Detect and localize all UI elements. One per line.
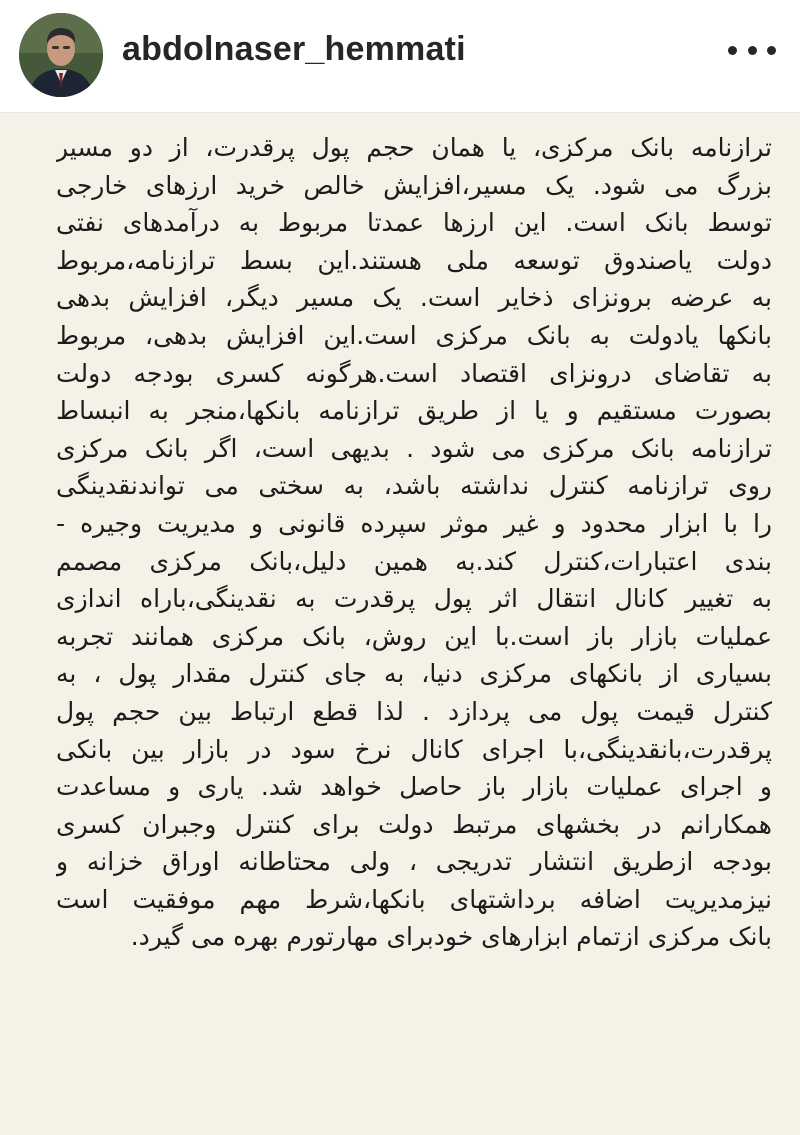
text-line: ترازنامه بانک مرکزی، یا همان حجم پول پرقدرت، از دو مسیر — [56, 133, 772, 162]
text-line: بسیاری از بانکهای مرکزی دنیا، به جای کنترل مقدار پول ، به — [56, 659, 772, 689]
text-line: ترازنامه بانک مرکزی می شود . بدیهی است، اگر بانک مرکزی — [56, 433, 772, 463]
text-line: به عرضه برونزای ذخایر است. یک مسیر دیگر، افزایش بدهی — [56, 283, 772, 313]
text-line: همکارانم در بخشهای مرتبط دولت برای کنترل وجبران کسری — [56, 809, 772, 839]
text-line: بانک مرکزی ازتمام ابزارهای خودبرای مهارتورم بهره می گیرد. — [130, 922, 772, 952]
post-image — [0, 113, 800, 1135]
dot-icon — [767, 46, 776, 55]
text-line: بودجه ازطریق انتشار تدریجی ، ولی محتاطانه اوراق خزانه و — [56, 847, 772, 877]
text-line: عملیات بازار باز است.با این روش، بانک مرکزی همانند تجربه — [56, 621, 772, 651]
dot-icon — [728, 46, 737, 55]
text-line: بانکها یادولت به بانک مرکزی است.این افزایش بدهی، مربوط — [56, 320, 772, 350]
text-line: را با ابزار محدود و غیر موثر سپرده قانونی و مدیریت وجیره - — [56, 508, 772, 538]
more-options-icon[interactable] — [728, 40, 776, 60]
text-line: بصورت مستقیم و یا از طریق ترازنامه بانکها،منجر به انبساط — [56, 396, 772, 426]
text-line: توسط بانک است. این ارزها عمدتا مربوط به درآمدهای نفتی — [56, 208, 772, 238]
avatar[interactable] — [19, 13, 103, 97]
text-line: دولت یاصندوق توسعه ملی هستند.این بسط ترازنامه،مربوط — [56, 245, 772, 275]
post-header — [0, 0, 800, 113]
text-line: روی ترازنامه کنترل نداشته باشد، به سختی می تواندنقدینگی — [56, 471, 772, 501]
text-line: پرقدرت،بانقدینگی،با اجرای کانال نرخ سود در بازار بین بانکی — [56, 734, 772, 764]
text-line: بزرگ می شود. یک مسیر،افزایش خالص خرید ارزهای خارجی — [56, 170, 772, 200]
text-line: به تغییر کانال انتقال اثر پول پرقدرت به نقدینگی،باراه اندازی — [56, 584, 772, 614]
text-line: و اجرای عملیات بازار باز حاصل خواهد شد. یاری و مساعدت — [56, 772, 772, 802]
text-line: به تقاضای درونزای اقتصاد است.هرگونه کسری بودجه دولت — [56, 358, 772, 388]
post-text — [56, 129, 772, 956]
text-line: بندی اعتبارات،کنترل کند.به همین دلیل،بانک مرکزی مصمم — [56, 546, 772, 576]
profile-photo-icon — [19, 13, 103, 97]
username[interactable]: abdolnaser_hemmati — [122, 30, 466, 68]
text-line: نیزمدیریت اضافه برداشتهای بانکها،شرط مهم موفقیت است — [56, 884, 772, 914]
dot-icon — [748, 46, 757, 55]
text-line: کنترل قیمت پول می پردازد . لذا قطع ارتباط بین حجم پول — [56, 696, 772, 726]
